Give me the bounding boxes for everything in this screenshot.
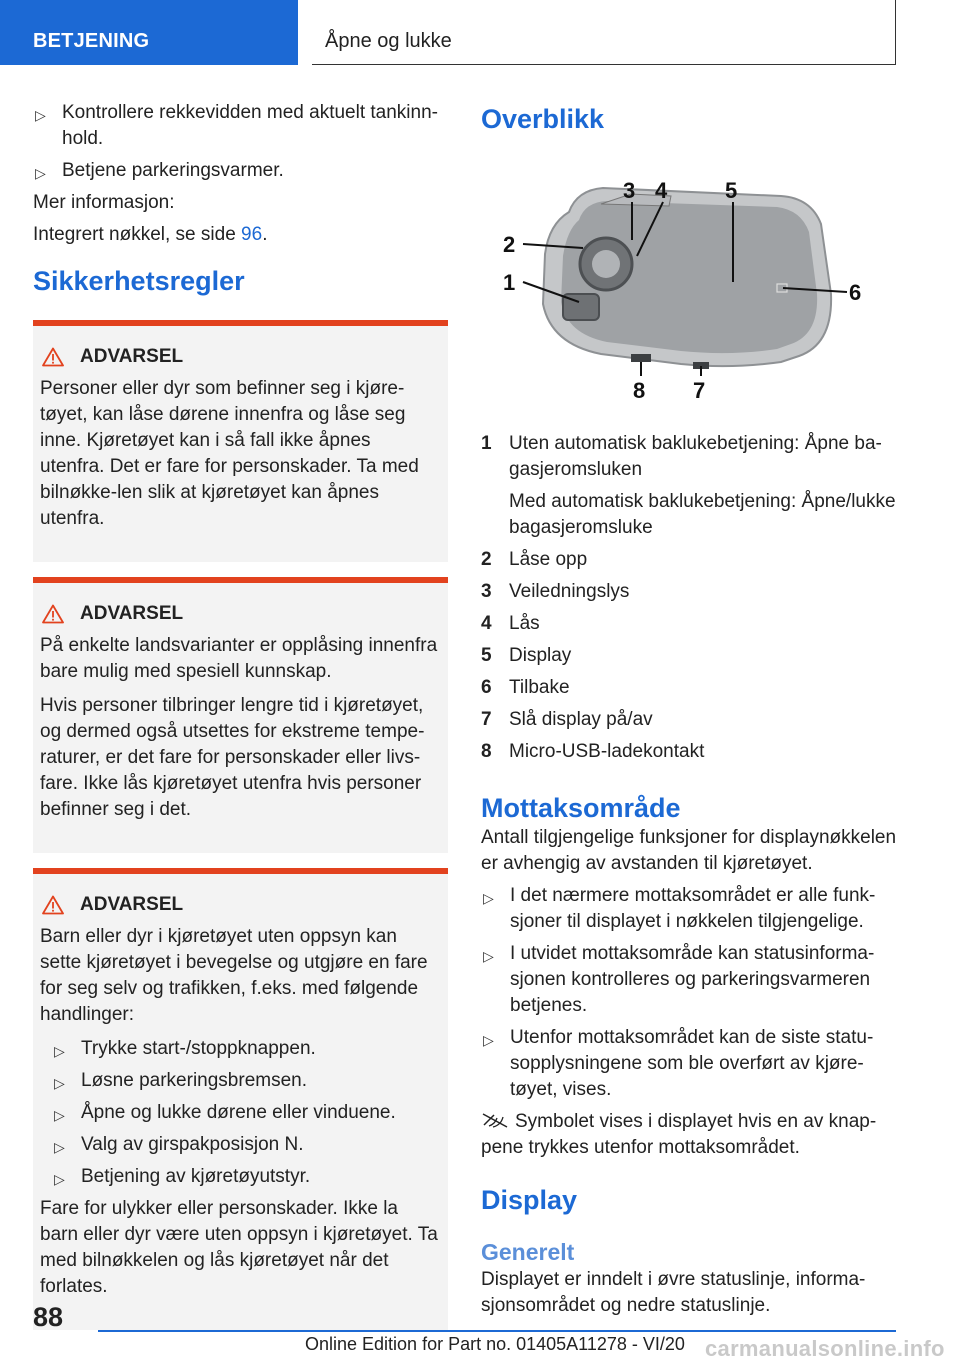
list-item: 6 Tilbake (481, 677, 570, 698)
warning-box (33, 577, 448, 853)
triangle-bullet-icon: ▷ (483, 890, 494, 906)
warning-label: ADVARSEL (80, 346, 184, 367)
figure-label: 5 (725, 178, 738, 203)
section-tab: BETJENING (0, 0, 298, 65)
list-item: ▷ I utvidet mottaksområde kan statusinforma‐sjonen kontrolleres og parkeringsvarmeren betjenes. (483, 943, 875, 1016)
list-item: ▷ I det nærmere mottaksområdet er alle funk‐sjoner til displayet i nøkkelen tilgjengelige. (483, 885, 876, 932)
display-heading: Display (481, 1185, 578, 1215)
list-item: ▷ Åpne og lukke dørene eller vinduene. (40, 1100, 440, 1126)
overview-heading: Overblikk (481, 104, 605, 134)
figure-label: 8 (633, 378, 646, 403)
warning-text: På enkelte landsvarianter er opplåsing innenfra bare mulig med spesiell kunnskap. (40, 635, 438, 682)
list-item: ▷ Trykke start-/stoppknappen. (40, 1036, 440, 1062)
edition-text: Online Edition for Part no. 01405A11278 - VI/20 (305, 1334, 685, 1354)
triangle-bullet-icon: ▷ (483, 1032, 494, 1048)
triangle-bullet-icon: ▷ (54, 1043, 65, 1059)
key-reference: Integrert nøkkel, se side 96. (33, 224, 268, 245)
reception-intro: Antall tilgjengelige funksjoner for displaynøkkelen er avhengig av avstanden til kjøretøyet. (481, 827, 897, 874)
warning-box (33, 320, 448, 562)
triangle-bullet-icon: ▷ (54, 1107, 65, 1123)
watermark: carmanualsonline.info (705, 1336, 945, 1361)
display-key-illustration (481, 144, 899, 412)
chapter-title: Åpne og lukke (312, 0, 896, 65)
list-item: ▷ Betjening av kjøretøyutstyr. (40, 1164, 440, 1190)
legend-list (481, 431, 899, 765)
warning-label: ADVARSEL (80, 603, 184, 624)
figure-label: 3 (623, 178, 636, 203)
page-link[interactable]: 96 (241, 224, 263, 245)
footer-divider (98, 1330, 896, 1332)
right-column (481, 100, 899, 1325)
warning-text: Barn eller dyr i kjøretøyet uten oppsyn kan sette kjøretøyet i bevegelse og utgjøre en fare for seg selv og trafikken, f.eks. med følgende handlinger: (40, 926, 428, 1025)
triangle-bullet-icon: ▷ (54, 1075, 65, 1091)
list-item: 3 Veiledningslys (481, 581, 630, 602)
figure-label: 1 (503, 270, 516, 295)
warning-text: Personer eller dyr som befinner seg i kjøre‐tøyet, kan låse dørene innenfra og låse seg inne. Kjøretøyet kan i så fall ikke åpnes utenfra. Det er fare for personskader. Ta med bilnøkke‐len slik at kjøretøyet kan åpnes utenfra. (40, 378, 419, 529)
list-item: ▷ Løsne parkeringsbremsen. (40, 1068, 440, 1094)
list-item: ▷ Valg av girspakposisjon N. (40, 1132, 440, 1158)
warning-triangle-icon (42, 347, 64, 367)
figure-label: 4 (655, 178, 668, 203)
more-info-label: Mer informasjon: (33, 192, 175, 213)
out-of-range-icon (481, 1111, 511, 1129)
list-item: 8 Micro-USB-ladekontakt (481, 741, 705, 762)
list-item: 1 Uten automatisk baklukebetjening: Åpne ba‐gasjeromsluken Med automatisk baklukebetjening: Åpne/lukke bagasjeromsluke (481, 433, 896, 538)
list-item: ▷ Utenfor mottaksområdet kan de siste statu‐sopplysningene som ble overført av kjøre‐tøyet, vises. (483, 1027, 874, 1100)
list-item: 2 Låse opp (481, 549, 588, 570)
general-heading: Generelt (481, 1239, 575, 1265)
list-item: 7 Slå display på/av (481, 709, 653, 730)
warning-label: ADVARSEL (80, 894, 184, 915)
warning-text: Hvis personer tilbringer lengre tid i kjøretøyet, og dermed også utsettes for ekstreme tempe‐raturer, er det fare for personskader eller livs‐fare. Ikke lås kjøretøyet utenfra hvis personer befinner seg i det. (40, 695, 425, 820)
symbol-note: Symbolet vises i displayet hvis en av knap‐pene trykkes utenfor mottaksområdet. (481, 1111, 877, 1158)
left-column (33, 100, 448, 1345)
list-item: ▷ Betjene parkeringsvarmer. (33, 158, 448, 184)
warning-text: Fare for ulykker eller personskader. Ikke la barn eller dyr være uten oppsyn i kjøretøyet. Ta med bilnøkkelen og lås kjøretøyet når det forlates. (40, 1198, 438, 1297)
list-item: 4 Lås (481, 613, 540, 634)
reception-heading: Mottaksområde (481, 793, 681, 823)
triangle-bullet-icon: ▷ (54, 1139, 65, 1155)
page-number: 88 (33, 1302, 64, 1332)
list-item: 5 Display (481, 645, 572, 666)
list-item: ▷ Kontrollere rekkevidden med aktuelt tankinn‐hold. (35, 102, 438, 149)
triangle-bullet-icon: ▷ (35, 107, 46, 123)
triangle-bullet-icon: ▷ (483, 948, 494, 964)
figure-label: 7 (693, 378, 706, 403)
safety-heading: Sikkerhetsregler (33, 266, 245, 296)
warning-triangle-icon (42, 604, 64, 624)
triangle-bullet-icon: ▷ (35, 165, 46, 181)
triangle-bullet-icon: ▷ (54, 1171, 65, 1187)
general-text: Displayet er inndelt i øvre statuslinje, informa‐sjonsområdet og nedre statuslinje. (481, 1269, 866, 1316)
warning-triangle-icon (42, 895, 64, 915)
warning-box (33, 868, 448, 1330)
figure-label: 6 (849, 280, 862, 305)
figure-label: 2 (503, 232, 516, 257)
